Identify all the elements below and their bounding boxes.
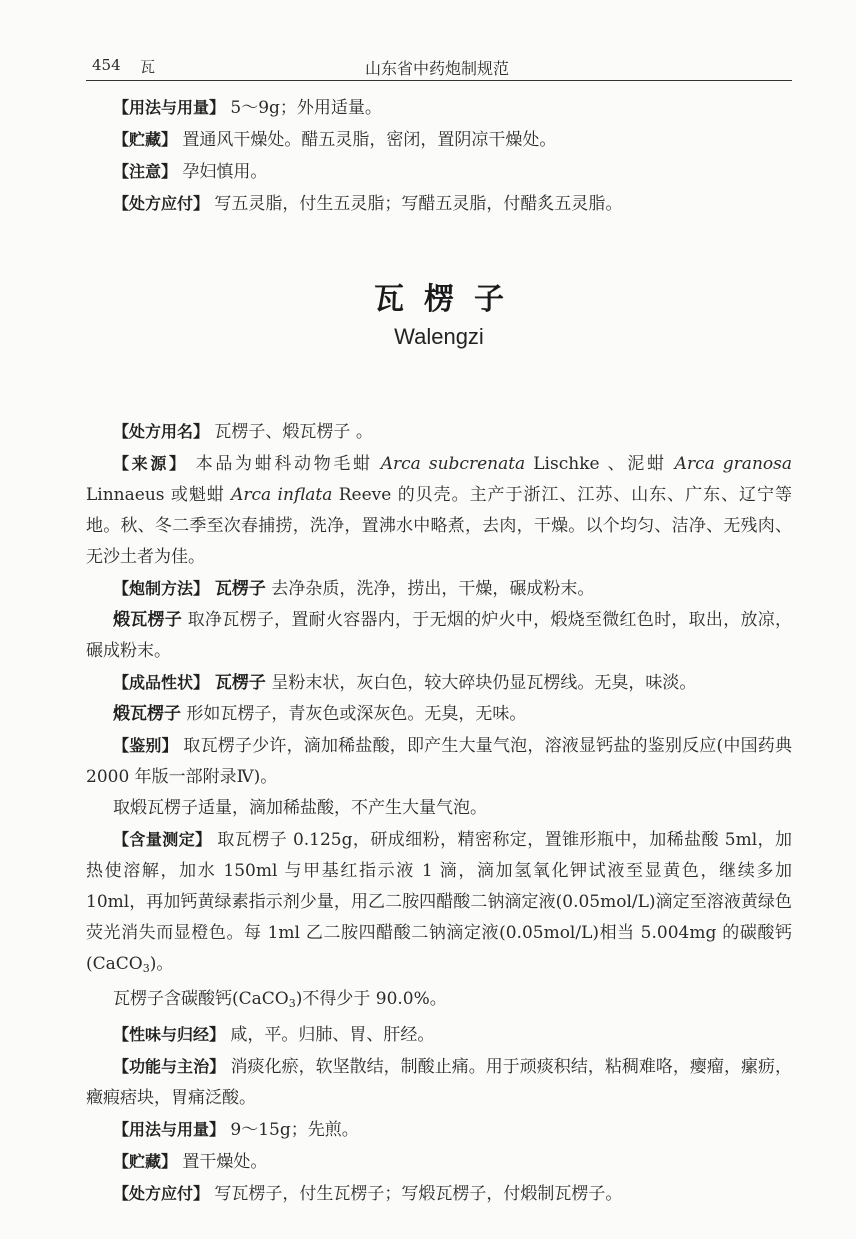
section-label: 瓦 (140, 58, 156, 76)
sub-heading: 瓦楞子 (209, 579, 266, 599)
entry-storage (86, 1146, 792, 1178)
entry-source (86, 448, 792, 573)
field-text: 写瓦楞子，付生瓦楞子；写煅瓦楞子，付煅制瓦楞子。 (209, 1184, 623, 1204)
field-text: 消痰化瘀，软坚散结，制酸止痛。用于顽痰积结，粘稠难咯，瘿瘤，瘰疬，癥瘕痞块，胃痛泛酸。 (86, 1057, 792, 1108)
subscript: 3 (142, 962, 150, 975)
entry-function (86, 1051, 792, 1114)
field-text: 取煅瓦楞子适量，滴加稀盐酸，不产生大量气泡。 (113, 798, 487, 818)
prev-usage (86, 92, 792, 124)
field-tag: 【功能与主治】 (113, 1057, 226, 1076)
field-text: Linnaeus 或魁蚶 (86, 485, 232, 505)
entry-nature (86, 1019, 792, 1051)
entry-pinyin: Walengzi (394, 324, 484, 349)
field-text: 呈粉末状，灰白色，较大碎块仍显瓦楞线。无臭，味淡。 (265, 673, 697, 693)
entry-names (86, 416, 792, 448)
latin-name: Arca granosa (674, 454, 792, 474)
field-text: 取净瓦楞子，置耐火容器内，于无烟的炉火中，煅烧至微红色时，取出，放凉，碾成粉末。 (86, 610, 793, 661)
prev-storage (86, 124, 792, 156)
field-text: 置干燥处。 (177, 1152, 268, 1172)
prev-caution (86, 156, 792, 188)
field-tag: 【成品性状】 (113, 673, 210, 692)
sub-heading: 煅瓦楞子 (113, 610, 183, 630)
field-tag: 【处方用名】 (113, 422, 210, 441)
subscript: 3 (288, 997, 296, 1010)
entry-processing (86, 573, 792, 605)
sub-heading: 瓦楞子 (209, 673, 266, 693)
field-tag: 【用法与用量】 (113, 1120, 226, 1139)
field-text: 孕妇慎用。 (177, 162, 268, 182)
field-text: 瓦楞子、煅瓦楞子 。 (209, 422, 373, 442)
field-tag: 【含量测定】 (113, 830, 212, 849)
field-text: 瓦楞子含碳酸钙(CaCO (113, 989, 289, 1009)
field-text: )。 (149, 954, 174, 974)
field-tag: 【炮制方法】 (113, 579, 210, 598)
field-text: 本品为蚶科动物毛蚶 (187, 454, 381, 474)
field-tag: 【用法与用量】 (113, 98, 226, 117)
sub-heading: 煅瓦楞子 (113, 704, 181, 724)
page-number: 454 (92, 56, 121, 74)
entry-title: 瓦楞子 (374, 282, 524, 317)
entry-prescription (86, 1178, 792, 1210)
field-text: Lischke 、泥蚶 (525, 454, 675, 474)
page-body (86, 92, 792, 1210)
field-tag: 【处方应付】 (113, 1184, 210, 1203)
field-text: 咸，平。归肺、胃、肝经。 (225, 1025, 435, 1045)
previous-entry-tail (86, 92, 792, 220)
field-text: 置通风干燥处。醋五灵脂，密闭，置阴凉干燥处。 (177, 130, 557, 150)
field-tag: 【性味与归经】 (113, 1025, 226, 1044)
entry-identification-2 (86, 793, 792, 824)
entry-properties (86, 667, 792, 699)
field-tag: 【鉴别】 (113, 736, 178, 755)
field-tag: 【来源】 (113, 454, 188, 473)
field-tag: 【贮藏】 (113, 130, 178, 149)
entry-properties-calcined (86, 699, 792, 730)
field-text: 取瓦楞子少许，滴加稀盐酸，即产生大量气泡，溶液显钙盐的鉴别反应(中国药典 2000 年版一部附录Ⅳ)。 (86, 736, 792, 787)
field-text: 形如瓦楞子，青灰色或深灰色。无臭，无味。 (181, 704, 527, 724)
field-text: 5～9g；外用适量。 (225, 98, 382, 118)
field-text: 写五灵脂，付生五灵脂；写醋五灵脂，付醋炙五灵脂。 (209, 194, 623, 214)
entry-usage (86, 1114, 792, 1146)
entry-assay-limit (86, 984, 792, 1019)
running-header (92, 52, 782, 82)
spacer (86, 354, 792, 416)
header-rule (86, 80, 792, 81)
field-text: 去净杂质，洗净，捞出，干燥，碾成粉末。 (265, 579, 595, 599)
book-title: 山东省中药炮制规范 (364, 59, 509, 78)
field-text: 9～15g；先煎。 (225, 1120, 359, 1140)
latin-name: Arca inflata (231, 485, 333, 505)
entry-identification (86, 730, 792, 793)
field-text: Reeve 的贝壳。主产于浙江、江苏、山东、广东、辽宁等地。秋、冬二季至次春捕捞，洗净，置沸水中略煮，去肉，干燥。以个均匀、洁净、无残肉、无沙土者为佳。 (86, 485, 792, 567)
prev-prescription (86, 188, 792, 220)
spacer (86, 220, 792, 280)
field-tag: 【处方应付】 (113, 194, 210, 213)
field-text: 取瓦楞子 0.125g，研成细粉，精密称定，置锥形瓶中，加稀盐酸 5ml，加热使溶解，加水 150ml 与甲基红指示液 1 滴，滴加氢氧化钾试液至显黄色，继续多加 10ml，再加钙黄绿素指示剂少量，用乙二胺四醋酸二钠滴定液(0.05mol/L)滴定至溶液黄绿色荧光消失而显橙色。每 1ml 乙二胺四醋酸二钠滴定液(0.05mol/L)相当 5.004mg 的碳酸钙(CaCO (86, 830, 792, 974)
entry-assay (86, 824, 792, 984)
latin-name: Arca subcrenata (380, 454, 526, 474)
entry-processing-calcined (86, 605, 792, 667)
field-tag: 【贮藏】 (113, 1152, 178, 1171)
field-text: )不得少于 90.0%。 (295, 989, 447, 1009)
field-tag: 【注意】 (113, 162, 178, 181)
